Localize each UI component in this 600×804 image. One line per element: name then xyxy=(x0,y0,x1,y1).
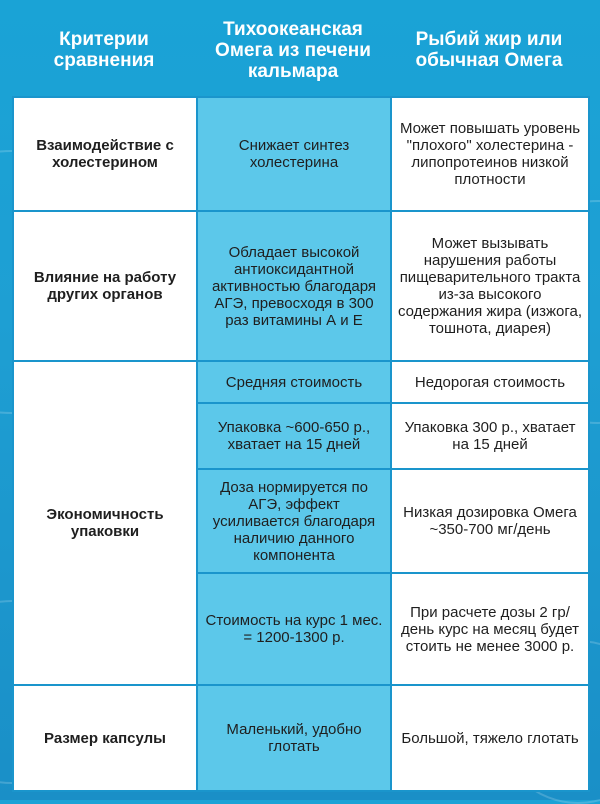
header-squid-omega: Тихоокеанская Омега из печени кальмара xyxy=(215,18,371,82)
fish-economy-pack: Упаковка 300 р., хватает на 15 дней xyxy=(391,403,589,469)
fish-economy-dose: Низкая дозировка Омега ~350-700 мг/день xyxy=(391,469,589,573)
table-row xyxy=(13,97,589,211)
table-row xyxy=(13,211,589,361)
criterion-organs: Влияние на работу других органов xyxy=(13,211,197,361)
squid-economy-cost: Средняя стоимость xyxy=(197,361,391,403)
squid-economy-dose: Доза нормируется по АГЭ, эффект усиливается благодаря наличию данного компонента xyxy=(197,469,391,573)
squid-economy-course: Стоимость на курс 1 мес. = 1200-1300 р. xyxy=(197,573,391,685)
fish-organs: Может вызывать нарушения работы пищеварительного тракта из-за высокого содержания жира (изжога, тошнота, диарея) xyxy=(391,211,589,361)
header-fish-oil: Рыбий жир или обычная Омега xyxy=(415,29,563,71)
fish-economy-course: При расчете дозы 2 гр/день курс на месяц будет стоить не менее 3000 р. xyxy=(391,573,589,685)
fish-economy-cost: Недорогая стоимость xyxy=(391,361,589,403)
table-header xyxy=(12,4,588,96)
fish-capsule: Большой, тяжело глотать xyxy=(391,685,589,791)
criterion-economy: Экономичность упаковки xyxy=(13,361,197,685)
squid-economy-pack: Упаковка ~600-650 р., хватает на 15 дней xyxy=(197,403,391,469)
table-row xyxy=(13,361,589,403)
squid-cholesterol: Снижает синтез холестерина xyxy=(197,97,391,211)
comparison-table xyxy=(12,96,590,792)
criterion-capsule: Размер капсулы xyxy=(13,685,197,791)
header-criteria: Критерии сравнения xyxy=(53,29,155,71)
fish-cholesterol: Может повышать уровень "плохого" холестерина - липопротеинов низкой плотности xyxy=(391,97,589,211)
squid-organs: Обладает высокой антиоксидантной активностью благодаря АГЭ, превосходя в 300 раз витамины А и Е xyxy=(197,211,391,361)
table-row xyxy=(13,685,589,791)
squid-capsule: Маленький, удобно глотать xyxy=(197,685,391,791)
criterion-cholesterol: Взаимодействие с холестерином xyxy=(13,97,197,211)
